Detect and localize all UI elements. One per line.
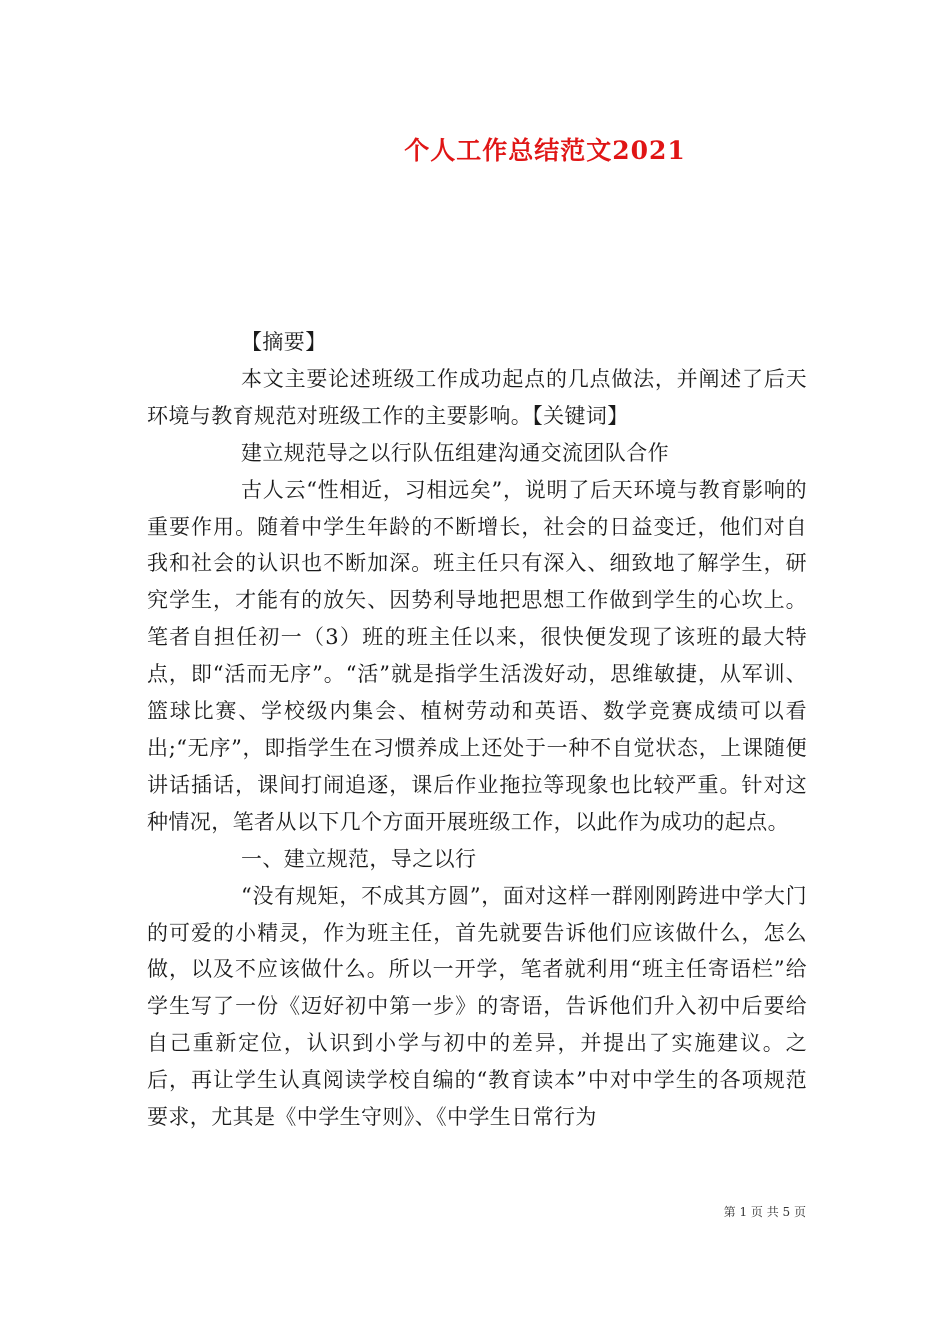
page-number-footer	[724, 1203, 806, 1220]
section-heading-1: 一、建立规范，导之以行	[241, 846, 477, 871]
document-title: 个人工作总结范文2021	[404, 136, 686, 165]
page-number-label: 第 1 页 共 5 页	[723, 1205, 806, 1219]
document-body	[147, 324, 807, 1136]
keywords-text: 建立规范导之以行队伍组建沟通交流团队合作	[241, 440, 669, 465]
abstract-heading: 【摘要】	[241, 330, 327, 354]
paragraph-section-1: “没有规矩，不成其方圆”，面对这样一群刚刚跨进中学大门的可爱的小精灵，作为班主任，首先就要告诉他们应该做什么，怎么做，以及不应该做什么。所以一开学，笔者就利用“班主任寄语栏”给学生写了一份《迈好初中第一步》的寄语，告诉他们升入初中后要给自己重新定位，认识到小学与初中的差异，并提出了实施建议。之后，再让学生认真阅读学校自编的“教育读本”中对中学生的各项规范要求，尤其是《中学生守则》、《中学生日常行为	[147, 883, 807, 1130]
paragraph-intro: 古人云“性相近，习相远矣”，说明了后天环境与教育影响的重要作用。随着中学生年龄的不断增长，社会的日益变迁，他们对自我和社会的认识也不断加深。班主任只有深入、细致地了解学生，研究学生，才能有的放矢、因势利导地把思想工作做到学生的心坎上。笔者自担任初一（3）班的班主任以来，很快便发现了该班的最大特点，即“活而无序”。“活”就是指学生活泼好动，思维敏捷，从军训、篮球比赛、学校级内集会、植树劳动和英语、数学竞赛成绩可以看出;“无序”，即指学生在习惯养成上还处于一种不自觉状态，上课随便讲话插话，课间打闹追逐，课后作业拖拉等现象也比较严重。针对这种情况，笔者从以下几个方面开展班级工作，以此作为成功的起点。	[147, 477, 807, 834]
abstract-text: 本文主要论述班级工作成功起点的几点做法，并阐述了后天环境与教育规范对班级工作的主要影响。【关键词】	[147, 366, 807, 428]
